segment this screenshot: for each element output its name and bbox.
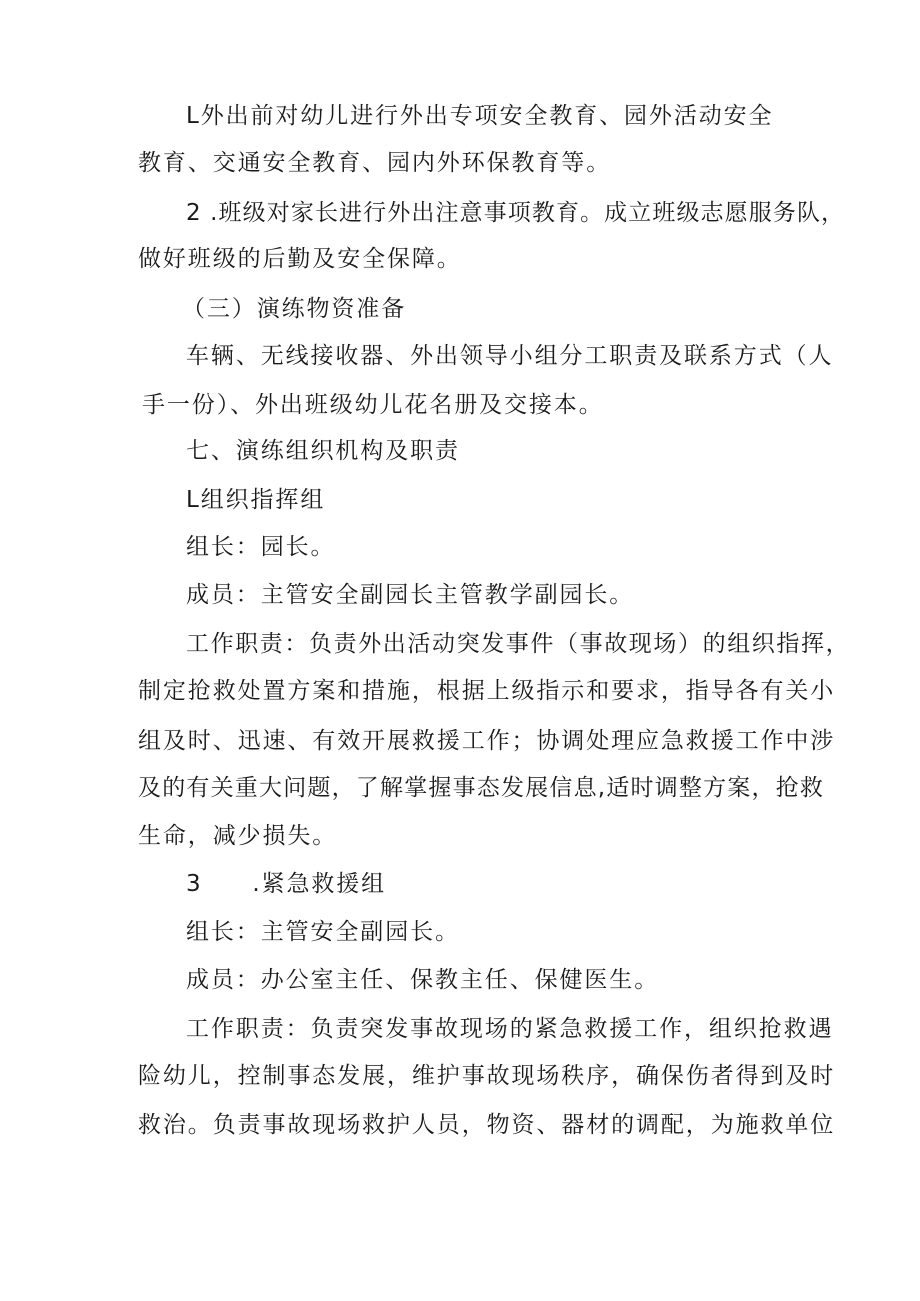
paragraph-line: 险幼儿，控制事态发展，维护事故现场秩序，确保伤者得到及时 bbox=[138, 1063, 836, 1089]
paragraph-line: 2 .班级对家长进行外出注意事项教育。成立班级志愿服务队， bbox=[186, 200, 846, 226]
paragraph-line: 成员：主管安全副园长主管教学副园长。 bbox=[186, 582, 635, 608]
paragraph-line: 成员：办公室主任、保教主任、保健医生。 bbox=[186, 967, 660, 993]
subsection-heading: L组织指挥组 bbox=[186, 487, 326, 513]
paragraph-line: L外出前对幼儿进行外出专项安全教育、园外活动安全 bbox=[186, 103, 774, 129]
paragraph-line: 做好班级的后勤及安全保障。 bbox=[138, 246, 462, 272]
paragraph-line: 生命，减少损失。 bbox=[138, 823, 338, 849]
paragraph-line: 手一份）、外出班级幼儿花名册及交接本。 bbox=[142, 392, 604, 418]
paragraph-line: 制定抢救处置方案和措施，根据上级指示和要求，指导各有关小 bbox=[138, 678, 836, 704]
paragraph-line: 组及时、迅速、有效开展救援工作；协调处理应急救援工作中涉 bbox=[138, 728, 836, 754]
section-heading: 七、演练组织机构及职责 bbox=[186, 438, 460, 464]
paragraph-line: 教育、交通安全教育、园内外环保教育等。 bbox=[138, 150, 612, 176]
section-heading: （三）演练物资准备 bbox=[182, 296, 407, 322]
paragraph-line: 工作职责：负责外出活动突发事件（事故现场）的组织指挥， bbox=[186, 631, 851, 657]
paragraph-line: 车辆、无线接收器、外出领导小组分工职责及联系方式（人 bbox=[186, 343, 834, 369]
subsection-heading: 3 .紧急救援组 bbox=[186, 871, 387, 897]
paragraph-line: 救治。负责事故现场救护人员，物资、器材的调配，为施救单位 bbox=[138, 1112, 836, 1138]
paragraph-line: 及的有关重大问题，了解掌握事态发展信息,适时调整方案，抢救 bbox=[138, 775, 825, 801]
paragraph-line: 组长：园长。 bbox=[186, 534, 336, 560]
paragraph-line: 工作职责：负责突发事故现场的紧急救援工作，组织抢救遇 bbox=[186, 1016, 834, 1042]
paragraph-line: 组长：主管安全副园长。 bbox=[186, 919, 460, 945]
